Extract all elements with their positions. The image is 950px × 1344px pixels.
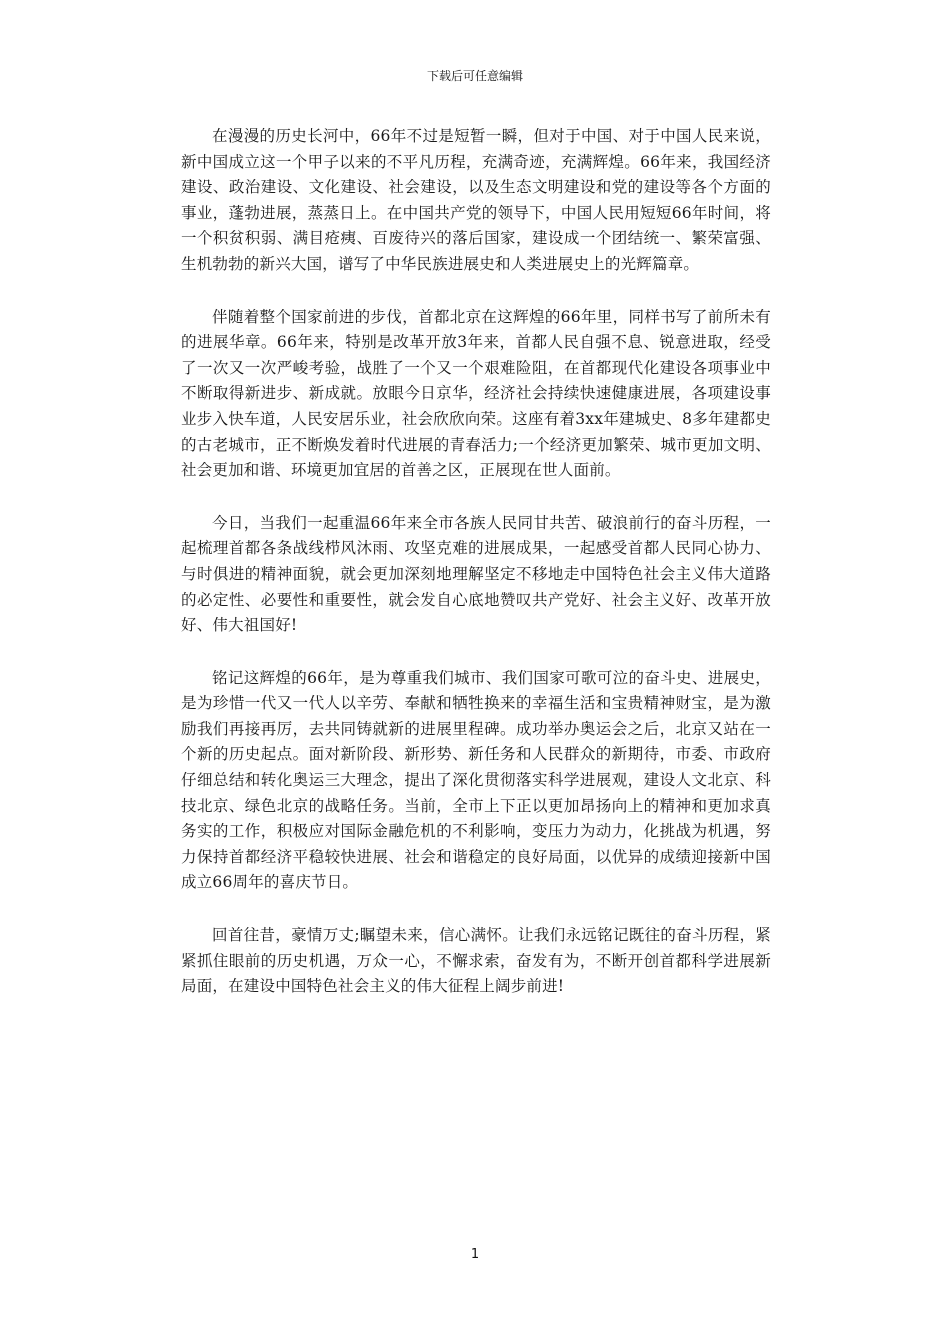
paragraph: 今日，当我们一起重温66年来全市各族人民同甘共苦、破浪前行的奋斗历程，一起梳理首都各条战线栉风沐雨、攻坚克难的进展成果，一起感受首都人民同心协力、与时俱进的精神面貌，就会更加深刻地理解坚定不移地走中国特色社会主义伟大道路的必定性、必要性和重要性，就会发自心底地赞叹共产党好、社会主义好、改革开放好、伟大祖国好! [181,513,771,635]
document-body [181,124,771,1027]
paragraph: 回首往昔，豪情万丈;瞩望未来，信心满怀。让我们永远铭记既往的奋斗历程，紧紧抓住眼前的历史机遇，万众一心，不懈求索，奋发有为，不断开创首都科学进展新局面，在建设中国特色社会主义的伟大征程上阔步前进! [181,926,771,996]
page-number: 1 [470,1247,480,1262]
paragraph: 伴随着整个国家前进的步伐，首都北京在这辉煌的66年里，同样书写了前所未有的进展华章。66年来，特别是改革开放3年来，首都人民自强不息、锐意进取，经受了一次又一次严峻考验，战胜了一个又一个艰难险阻，在首都现代化建设各项事业中不断取得新进步、新成就。放眼今日京华，经济社会持续快速健康进展，各项建设事业步入快车道，人民安居乐业，社会欣欣向荣。这座有着3xx年建城史、8多年建都史的古老城市，正不断焕发着时代进展的青春活力;一个经济更加繁荣、城市更加文明、社会更加和谐、环境更加宜居的首善之区，正展现在世人面前。 [181,307,771,480]
paragraph: 铭记这辉煌的66年，是为尊重我们城市、我们国家可歌可泣的奋斗史、进展史，是为珍惜一代又一代人以辛劳、奉献和牺牲换来的幸福生活和宝贵精神财宝，是为激励我们再接再厉，去共同铸就新的进展里程碑。成功举办奥运会之后，北京又站在一个新的历史起点。面对新阶段、新形势、新任务和人民群众的新期待，市委、市政府仔细总结和转化奥运三大理念，提出了深化贯彻落实科学进展观，建设人文北京、科技北京、绿色北京的战略任务。当前，全市上下正以更加昂扬向上的精神和更加求真务实的工作，积极应对国际金融危机的不利影响，变压力为动力，化挑战为机遇，努力保持首都经济平稳较快进展、社会和谐稳定的良好局面，以优异的成绩迎接新中国成立66周年的喜庆节日。 [181,668,771,892]
paragraph: 在漫漫的历史长河中，66年不过是短暂一瞬，但对于中国、对于中国人民来说，新中国成立这一个甲子以来的不平凡历程，充满奇迹，充满辉煌。66年来，我国经济建设、政治建设、文化建设、社会建设，以及生态文明建设和党的建设等各个方面的事业，蓬勃进展，蒸蒸日上。在中国共产党的领导下，中国人民用短短66年时间，将一个积贫积弱、满目疮痍、百废待兴的落后国家，建设成一个团结统一、繁荣富强、生机勃勃的新兴大国，谱写了中华民族进展史和人类进展史上的光辉篇章。 [181,127,771,273]
page-header: 下载后可任意编辑 [426,69,523,83]
